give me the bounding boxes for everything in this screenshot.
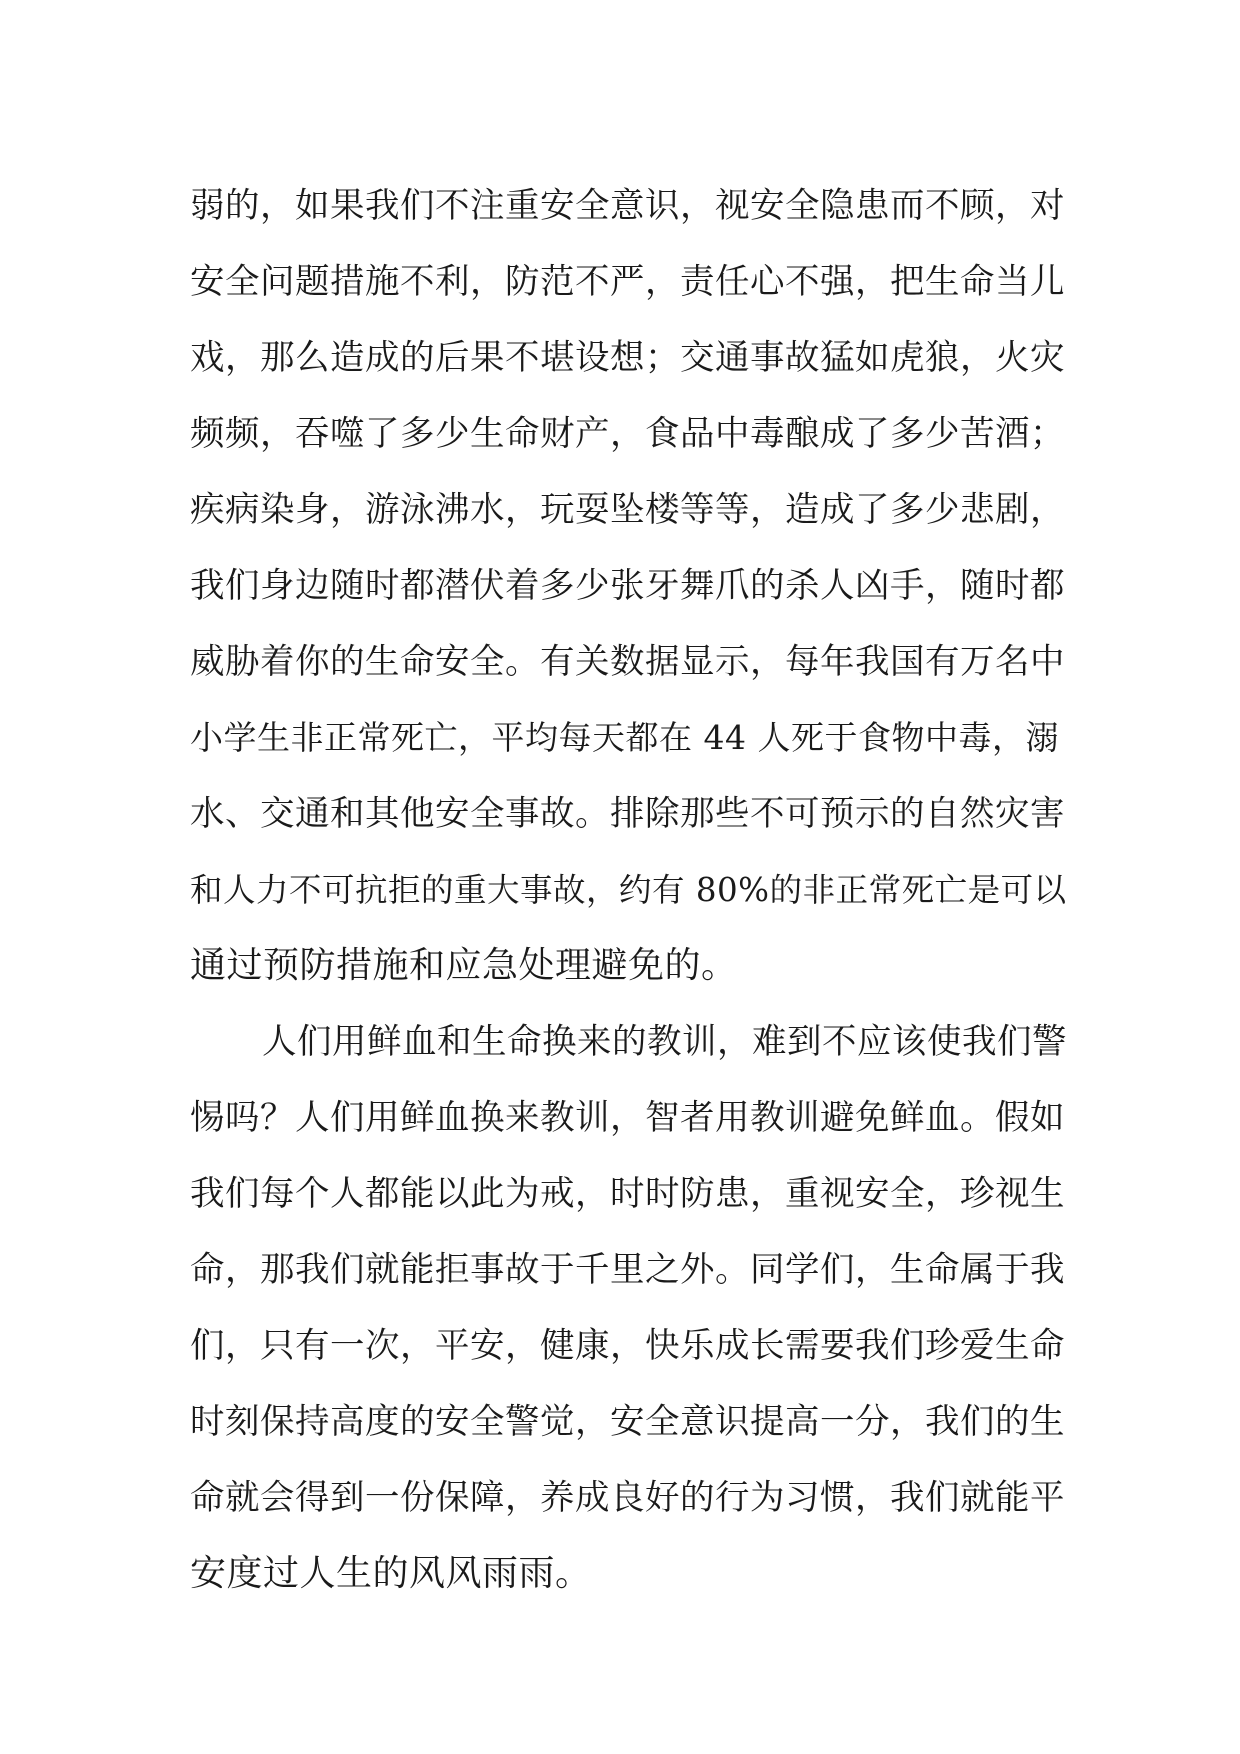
text-line: 和人力不可抗拒的重大事故，约有 80%的非正常死亡是可以: [190, 871, 1067, 909]
text-line: 命就会得到一份保障，养成良好的行为习惯，我们就能平: [190, 1478, 1065, 1518]
text-line: 安度过人生的风风雨雨。: [190, 1553, 592, 1594]
text-line-indented: 人们用鲜血和生命换来的教训，难到不应该使我们警: [262, 1022, 1067, 1062]
text-line: 命，那我们就能拒事故于千里之外。同学们，生命属于我: [190, 1250, 1065, 1290]
paragraph-1: [190, 168, 1070, 1004]
paragraph-2: [190, 1004, 1070, 1612]
text-line: 通过预防措施和应急处理避免的。: [190, 945, 738, 986]
text-line: 我们每个人都能以此为戒，时时防患，重视安全，珍视生: [190, 1174, 1065, 1214]
text-line: 我们身边随时都潜伏着多少张牙舞爪的杀人凶手，随时都: [190, 566, 1065, 606]
text-line: 水、交通和其他安全事故。排除那些不可预示的自然灾害: [190, 794, 1065, 834]
text-line: 戏，那么造成的后果不堪设想；交通事故猛如虎狼，火灾: [190, 338, 1065, 378]
text-line: 惕吗？人们用鲜血换来教训，智者用教训避免鲜血。假如: [190, 1098, 1065, 1138]
text-line: 小学生非正常死亡，平均每天都在 44 人死于食物中毒，溺: [190, 718, 1059, 757]
body-text: [190, 168, 1070, 1612]
text-line: 时刻保持高度的安全警觉，安全意识提高一分，我们的生: [190, 1402, 1065, 1442]
text-line: 安全问题措施不利，防范不严，责任心不强，把生命当儿: [190, 262, 1065, 302]
text-line: 弱的，如果我们不注重安全意识，视安全隐患而不顾，对: [190, 186, 1065, 226]
text-line: 们，只有一次，平安，健康，快乐成长需要我们珍爱生命: [190, 1326, 1065, 1366]
text-line: 频频，吞噬了多少生命财产，食品中毒酿成了多少苦酒；: [190, 414, 1065, 454]
text-line: 威胁着你的生命安全。有关数据显示，每年我国有万名中: [190, 642, 1065, 682]
text-line: 疾病染身，游泳沸水，玩耍坠楼等等，造成了多少悲剧，: [190, 490, 1065, 530]
